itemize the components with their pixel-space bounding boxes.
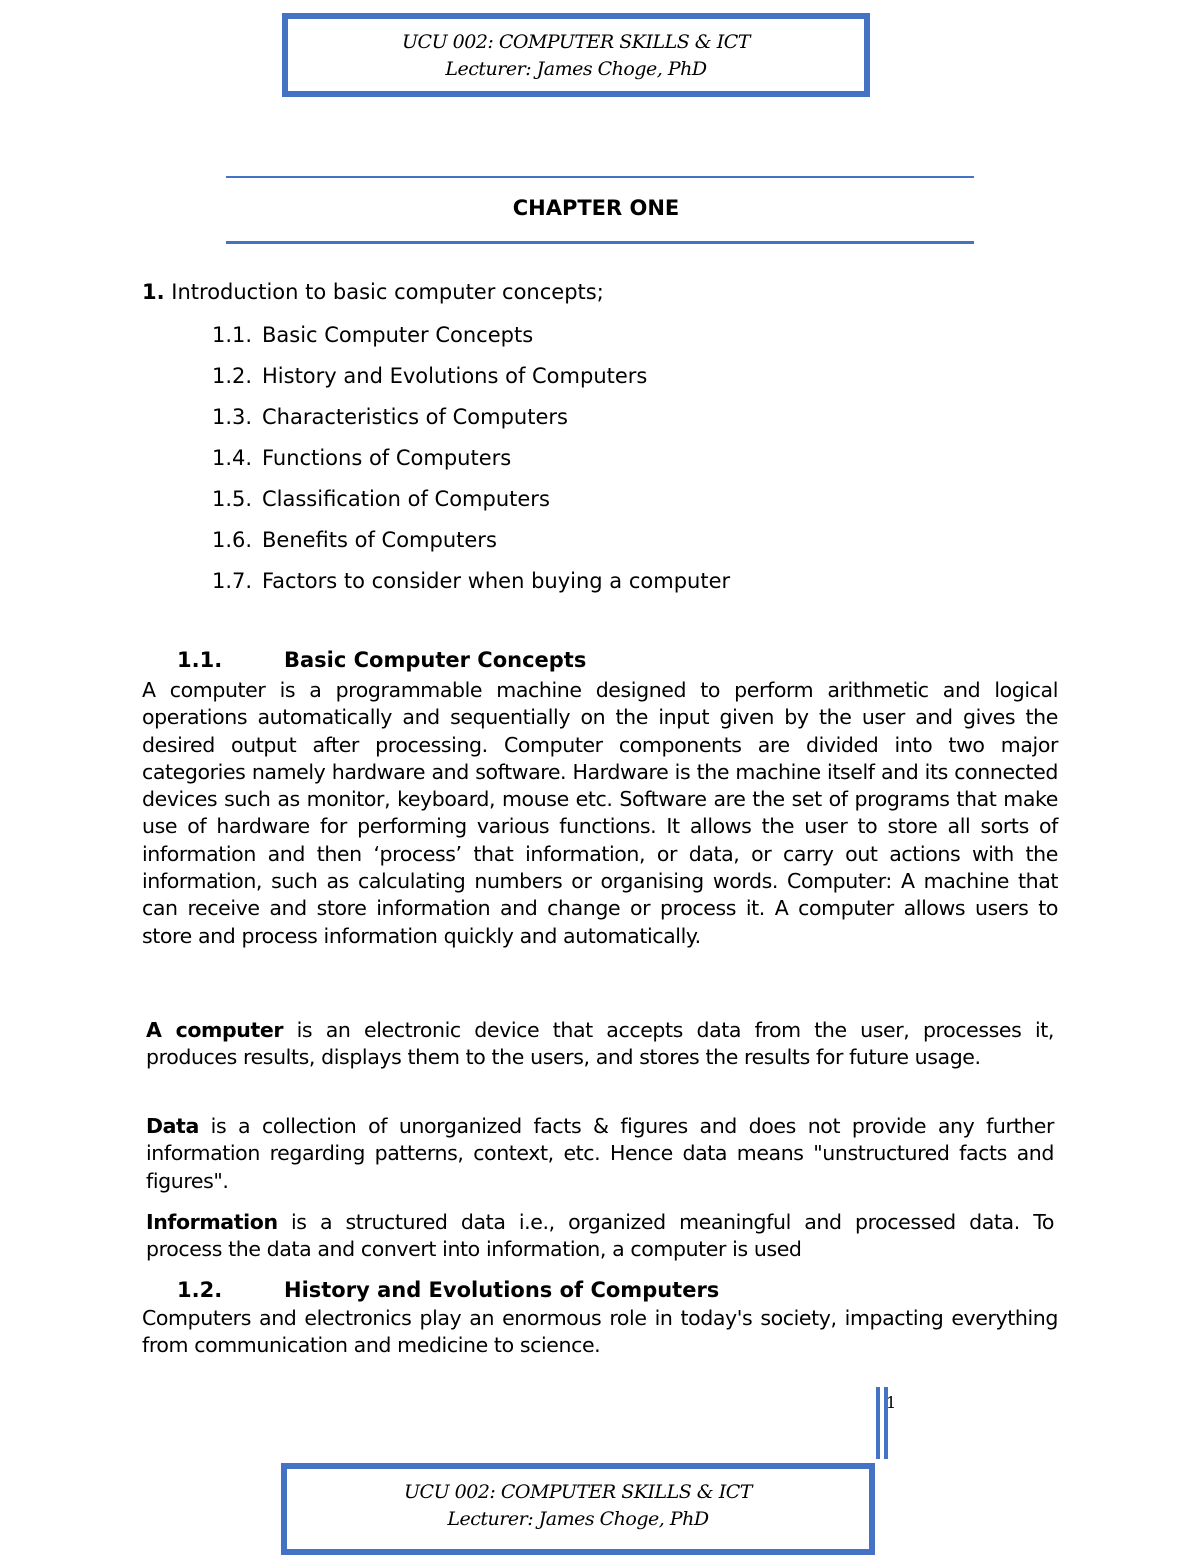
header-lecturer: Lecturer: James Choge, PhD xyxy=(445,58,707,80)
definition-information: Information is a structured data i.e., organized meaningful and processed data. To process the data and convert into information, a computer is used xyxy=(146,1210,1054,1262)
toc-item: 1.1. Basic Computer Concepts xyxy=(212,323,534,347)
toc-item: 1.7. Factors to consider when buying a computer xyxy=(212,569,731,593)
footer-lecturer: Lecturer: James Choge, PhD xyxy=(447,1508,709,1530)
definition-computer: A computer is an electronic device that accepts data from the user, processes it, produces results, displays them to the users, and stores the results for future usage. xyxy=(146,1018,1054,1070)
header-course-title: UCU 002: COMPUTER SKILLS & ICT xyxy=(402,31,750,53)
table-of-contents xyxy=(212,320,730,607)
section-1-1-paragraph: A computer is a programmable machine designed to perform arithmetic and logical operations automatically and sequentially on the input given by the user and gives the desired output after processing. Computer components are divided into two major categories namely hardware and software. Hardware is the machine itself and its connected devices such as monitor, keyboard, mouse etc. Software are the set of programs that make use of hardware for performing various functions. It allows the user to store all sorts of information and then ‘process’ that information, or data, or carry out actions with the information, such as calculating numbers or organising words. Computer: A machine that can receive and store information and change or process it. A computer allows users to store and process information quickly and automatically. xyxy=(142,678,1058,948)
section-1-2-paragraph: Computers and electronics play an enormous role in today's society, impacting everything from communication and medicine to science. xyxy=(142,1306,1058,1358)
page-number-bar xyxy=(876,1387,880,1459)
footer-course-title: UCU 002: COMPUTER SKILLS & ICT xyxy=(404,1481,752,1503)
section-heading-1-1: 1.1. Basic Computer Concepts xyxy=(177,648,587,672)
chapter-top-rule xyxy=(226,176,974,178)
toc-item: 1.4. Functions of Computers xyxy=(212,446,512,470)
toc-item: 1.6. Benefits of Computers xyxy=(212,528,497,552)
section-heading-1-2: 1.2. History and Evolutions of Computers xyxy=(177,1278,720,1302)
intro-number: 1. xyxy=(142,280,165,304)
toc-item: 1.3. Characteristics of Computers xyxy=(212,405,568,429)
definition-data: Data is a collection of unorganized facts & figures and does not provide any further information regarding patterns, context, etc. Hence data means "unstructured facts and figures". xyxy=(146,1114,1054,1193)
chapter-bottom-rule xyxy=(226,241,974,244)
page-header-box xyxy=(282,13,870,97)
chapter-title: CHAPTER ONE xyxy=(512,196,680,220)
intro-text: Introduction to basic computer concepts; xyxy=(171,280,604,304)
toc-item: 1.2. History and Evolutions of Computers xyxy=(212,364,648,388)
intro-heading xyxy=(142,280,604,304)
page-footer-box xyxy=(281,1463,875,1555)
toc-item: 1.5. Classification of Computers xyxy=(212,487,550,511)
page-number: 1 xyxy=(886,1393,897,1412)
